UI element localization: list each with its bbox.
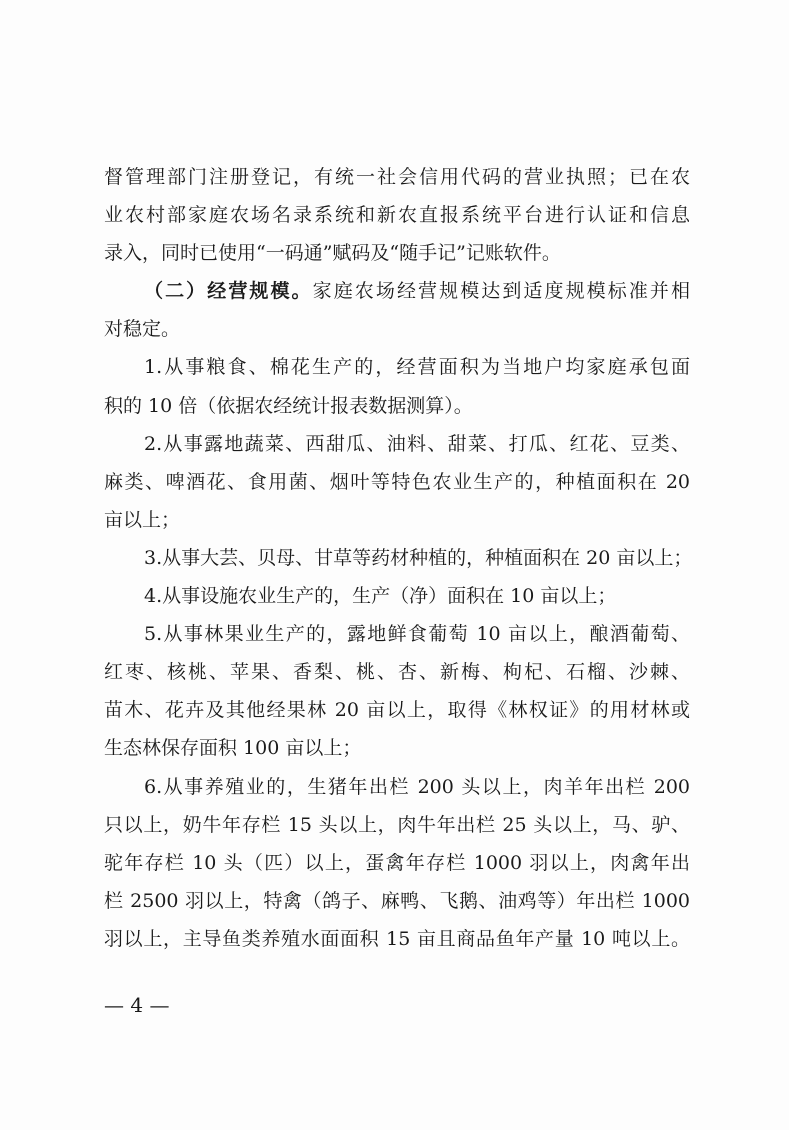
paragraph-line: 6.从事养殖业的，生猪年出栏 200 头以上，肉羊年出栏 200 (144, 775, 690, 798)
paragraph-line: 业农村部家庭农场名录系统和新农直报系统平台进行认证和信息 (104, 204, 690, 227)
paragraph-line: 麻类、啤酒花、食用菌、烟叶等特色农业生产的，种植面积在 20 (104, 470, 690, 493)
paragraph-line: 督管理部门注册登记，有统一社会信用代码的营业执照；已在农 (104, 166, 690, 188)
section-text: 家庭农场经营规模达到适度规模标准并相 (312, 280, 690, 303)
paragraph-line: 栏 2500 羽以上，特禽（鸽子、麻鸭、飞鹅、油鸡等）年出栏 1000 (104, 889, 690, 912)
paragraph-line: 1.从事粮食、棉花生产的，经营面积为当地户均家庭承包面 (144, 356, 690, 379)
paragraph-line: 红枣、核桃、苹果、香梨、桃、杏、新梅、枸杞、石榴、沙棘、 (104, 661, 690, 684)
paragraph-line: 录入，同时已使用“一码通”赋码及“随手记”记账软件。 (104, 242, 561, 265)
paragraph-line: 生态林保存面积 100 亩以上； (104, 737, 362, 760)
paragraph-line: 3.从事大芸、贝母、甘草等药材种植的，种植面积在 20 亩以上； (144, 546, 693, 569)
paragraph-line: 2.从事露地蔬菜、西甜瓜、油料、甜菜、打瓜、红花、豆类、 (144, 432, 690, 455)
paragraph-line: 苗木、花卉及其他经果林 20 亩以上，取得《林权证》的用材林或 (104, 699, 690, 722)
paragraph-line: 对稳定。 (104, 318, 181, 341)
paragraph-line: 只以上，奶牛年存栏 15 头以上，肉牛年出栏 25 头以上，马、驴、 (104, 813, 690, 836)
paragraph-line: 4.从事设施农业生产的，生产（净）面积在 10 亩以上； (144, 585, 617, 608)
paragraph-line: 亩以上； (104, 508, 181, 531)
paragraph-line: 5.从事林果业生产的，露地鲜食葡萄 10 亩以上，酿酒葡萄、 (144, 623, 690, 646)
paragraph-line: 羽以上，主导鱼类养殖水面面积 15 亩且商品鱼年产量 10 吨以上。 (104, 927, 690, 950)
paragraph-line: 驼年存栏 10 头（匹）以上，蛋禽年存栏 1000 羽以上，肉禽年出 (104, 851, 690, 874)
paragraph-line: 积的 10 倍（依据农经统计报表数据测算）。 (104, 394, 473, 417)
section-heading: （二）经营规模。 (144, 280, 313, 303)
page-number: — 4 — (104, 993, 170, 1017)
section-line (104, 272, 690, 310)
body-text (104, 158, 693, 958)
